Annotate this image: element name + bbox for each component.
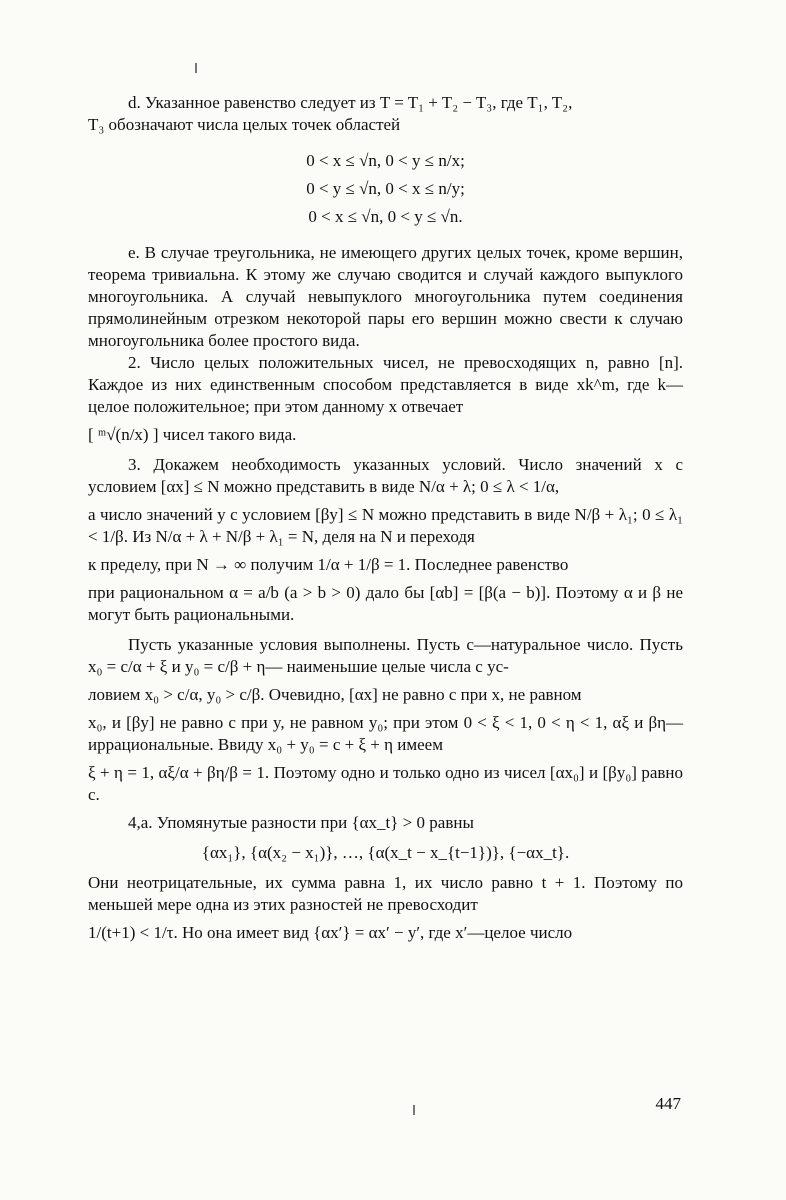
paragraph-e: e. В случае треугольника, не имеющего других целых точек, кроме вершин, теорема тривиальна. К этому же случаю сводится и случай каждого выпуклого многоугольника. А случай невыпуклого многоугольника путем соединения прямолинейным отрезком некоторой пары его вершин можно свести к случаю многоугольника более простого вида.	[88, 243, 683, 350]
paragraph-3-line1: 3. Докажем необходимость указанных условий. Число значений x с условием [αx] ≤ N можно представить в виде N/α + λ; 0 ≤ λ < 1/α,	[88, 455, 683, 496]
paragraph-4-line4: ξ + η = 1, αξ/α + βη/β = 1. Поэтому одно и только одно из чисел [αx₀] и [βy₀] равно c.	[88, 763, 683, 804]
page-body	[88, 92, 683, 944]
equation-1: 0 < x ≤ √n, 0 < y ≤ n/x;	[306, 151, 465, 170]
scan-mark	[195, 63, 197, 73]
paragraph-4-line1: Пусть указанные условия выполнены. Пусть c—натуральное число. Пусть x₀ = c/α + ξ и y₀ = c/β + η— наименьшие целые числа с ус-	[88, 635, 683, 676]
paragraph-3-line4: при рациональном α = a/b (a > b > 0) дало бы [αb] = [β(a − b)]. Поэтому α и β не могут быть рациональными.	[88, 583, 683, 624]
paragraph-6-line1: Они неотрицательные, их сумма равна 1, их число равно t + 1. Поэтому по меньшей мере одна из этих разностей не превосходит	[88, 873, 683, 914]
equation-2: 0 < y ≤ √n, 0 < x ≤ n/y;	[306, 179, 465, 198]
scan-mark	[413, 1105, 415, 1115]
paragraph-2-main: 2. Число целых положительных чисел, не превосходящих n, равно [n]. Каждое из них единственным способом представляется в виде xk^m, где k—целое положительное; при этом данному x отвечает	[88, 353, 683, 416]
paragraph-d-line2: T₃ обозначают числа целых точек областей	[88, 115, 401, 134]
paragraph-2-end: [ ᵐ√(n/x) ] чисел такого вида.	[88, 425, 297, 444]
page-number: 447	[655, 1094, 681, 1113]
equation-4: {αx₁}, {α(x₂ − x₁)}, …, {α(x_t − x_{t−1})}, {−αx_t}.	[201, 843, 570, 862]
paragraph-3-line2: а число значений y с условием [βy] ≤ N можно представить в виде N/β + λ₁; 0 ≤ λ₁ < 1/β. Из N/α + λ + N/β + λ₁ = N, деля на N и переходя	[88, 505, 683, 546]
paragraph-4-line2: ловием x₀ > c/α, y₀ > c/β. Очевидно, [αx] не равно c при x, не равном	[88, 685, 582, 704]
paragraph-3-line3: к пределу, при N → ∞ получим 1/α + 1/β = 1. Последнее равенство	[88, 555, 569, 574]
paragraph-6-line2: 1/(t+1) < 1/τ. Но она имеет вид {αx′} = αx′ − y′, где x′—целое число	[88, 923, 573, 942]
paragraph-4-line3: x₀, и [βy] не равно c при y, не равном y₀; при этом 0 < ξ < 1, 0 < η < 1, αξ и βη—иррациональные. Ввиду x₀ + y₀ = c + ξ + η имеем	[88, 713, 683, 754]
equation-3: 0 < x ≤ √n, 0 < y ≤ √n.	[308, 207, 463, 226]
paragraph-5: 4,a. Упомянутые разности при {αx_t} > 0 равны	[128, 813, 474, 832]
paragraph-d-line1: d. Указанное равенство следует из T = T₁ + T₂ − T₃, где T₁, T₂,	[128, 93, 573, 112]
